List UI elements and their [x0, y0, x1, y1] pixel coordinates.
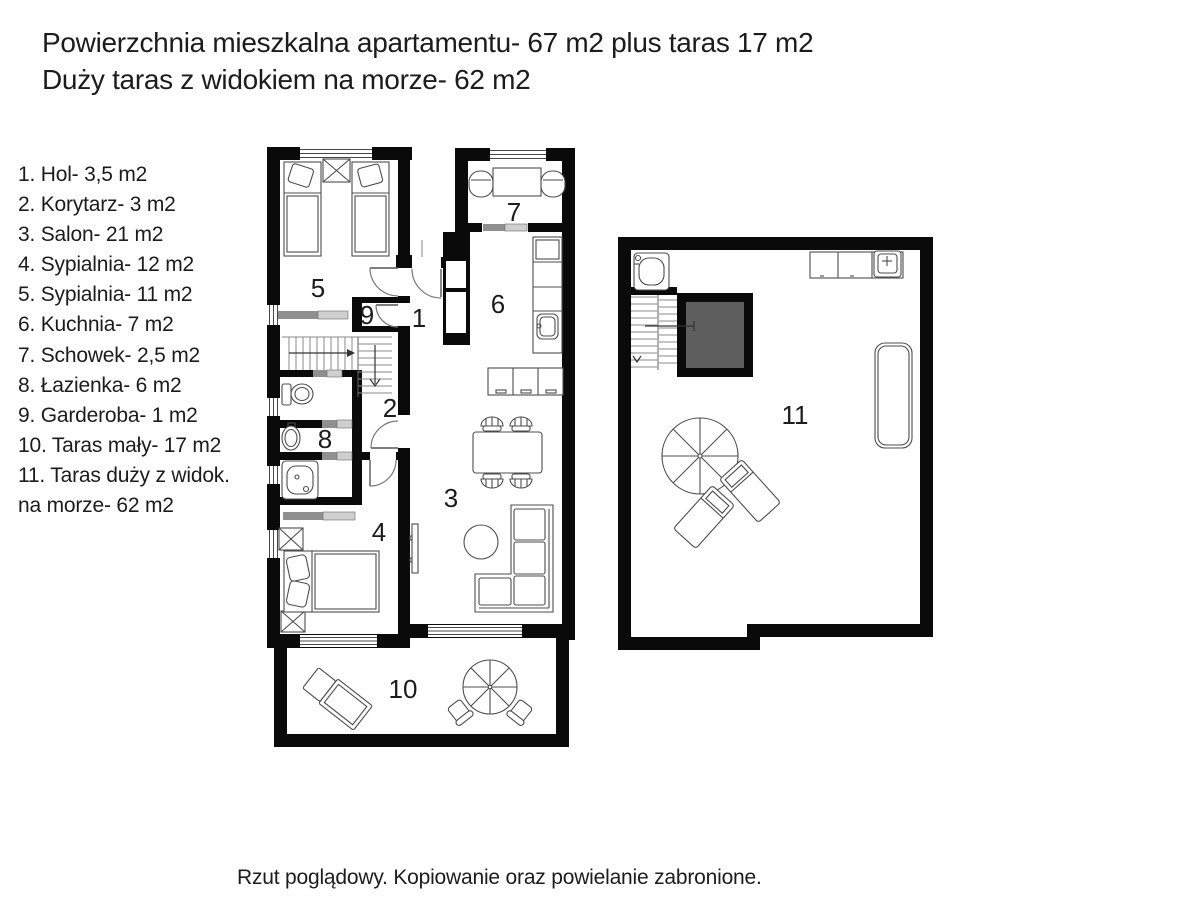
nightstand-top: [279, 528, 303, 550]
window-left-wall-4: [267, 530, 280, 558]
dining-chair-3: [481, 474, 503, 488]
storage-room-furniture: [469, 168, 565, 197]
legend-item-10: 10. Taras mały- 17 m2: [18, 434, 222, 457]
nightstand-bottom: [281, 611, 305, 632]
room-label-sypialnia4: 4: [371, 517, 387, 547]
window-bedroom4-bottom: [300, 635, 377, 647]
footer-disclaimer: Rzut poglądowy. Kopiowanie oraz powielanie zabronione.: [237, 866, 762, 889]
sun-lounger-roof-right: [875, 343, 912, 448]
nightstand-between-beds: [323, 159, 350, 182]
room-label-garderoba: 9: [359, 300, 375, 330]
legend-item-11b: na morze- 62 m2: [18, 494, 174, 517]
legend-item-8: 8. Łazienka- 6 m2: [18, 374, 182, 397]
room-label-hol: 1: [411, 303, 427, 333]
title-line-1: Powierzchnia mieszkalna apartamentu- 67 m2 plus taras 17 m2: [42, 27, 814, 58]
kitchen-counter-right: [533, 237, 562, 353]
room-label-kuchnia: 6: [490, 289, 506, 319]
threshold-wc-door: [313, 370, 342, 377]
room-label-lazienka: 8: [317, 424, 333, 454]
legend-item-6: 6. Kuchnia- 7 m2: [18, 313, 174, 336]
dining-chair-4: [510, 474, 532, 488]
bedroom4-wardrobe-bar: [283, 512, 355, 520]
legend-item-2: 2. Korytarz- 3 m2: [18, 193, 176, 216]
footer: [237, 866, 762, 889]
legend-item-1: 1. Hol- 3,5 m2: [18, 163, 148, 186]
room-label-korytarz: 2: [382, 393, 398, 423]
kitchen-sink: [537, 314, 558, 339]
storage-cabinet: [493, 168, 541, 196]
legend-item-4: 4. Sypialnia- 12 m2: [18, 253, 194, 276]
room-label-taras-duzy: 11: [781, 400, 809, 430]
room-label-taras-maly: 10: [388, 674, 418, 704]
patio-table-umbrella-small: [463, 660, 517, 714]
legend-item-9: 9. Garderoba- 1 m2: [18, 404, 198, 427]
window-bedroom5-top: [300, 147, 372, 160]
roof-counter-sink: [874, 251, 901, 277]
coffee-table: [464, 525, 498, 559]
appliance-left: [469, 171, 493, 197]
kitchen-peninsula: [488, 368, 563, 395]
bathtub: [282, 461, 318, 499]
roof-counter: [810, 251, 903, 278]
roof-corner-sink: [634, 253, 669, 290]
dining-chair-1: [481, 417, 503, 431]
legend-item-7: 7. Schowek- 2,5 m2: [18, 344, 200, 367]
legend-item-5: 5. Sypialnia- 11 m2: [18, 283, 193, 306]
double-bed: [284, 551, 379, 612]
single-bed-left: [284, 162, 321, 256]
window-left-wall-3: [267, 466, 280, 484]
toilet: [282, 384, 313, 405]
single-bed-right: [352, 162, 389, 256]
legend-item-11: 11. Taras duży z widok.: [18, 464, 230, 487]
room-label-salon: 3: [443, 483, 459, 513]
window-storage-top: [490, 148, 546, 161]
room-label-schowek: 7: [506, 197, 522, 227]
bedroom5-wardrobe-bar: [278, 311, 348, 319]
dining-chair-2: [510, 417, 532, 431]
appliance-right: [541, 171, 565, 197]
title-line-2: Duży taras z widokiem na morze- 62 m2: [42, 64, 531, 95]
room-label-sypialnia5: 5: [310, 273, 326, 303]
window-living-room-bottom: [428, 625, 522, 637]
window-left-wall-2: [267, 398, 280, 416]
legend-item-3: 3. Salon- 21 m2: [18, 223, 164, 246]
dining-table: [473, 432, 542, 473]
